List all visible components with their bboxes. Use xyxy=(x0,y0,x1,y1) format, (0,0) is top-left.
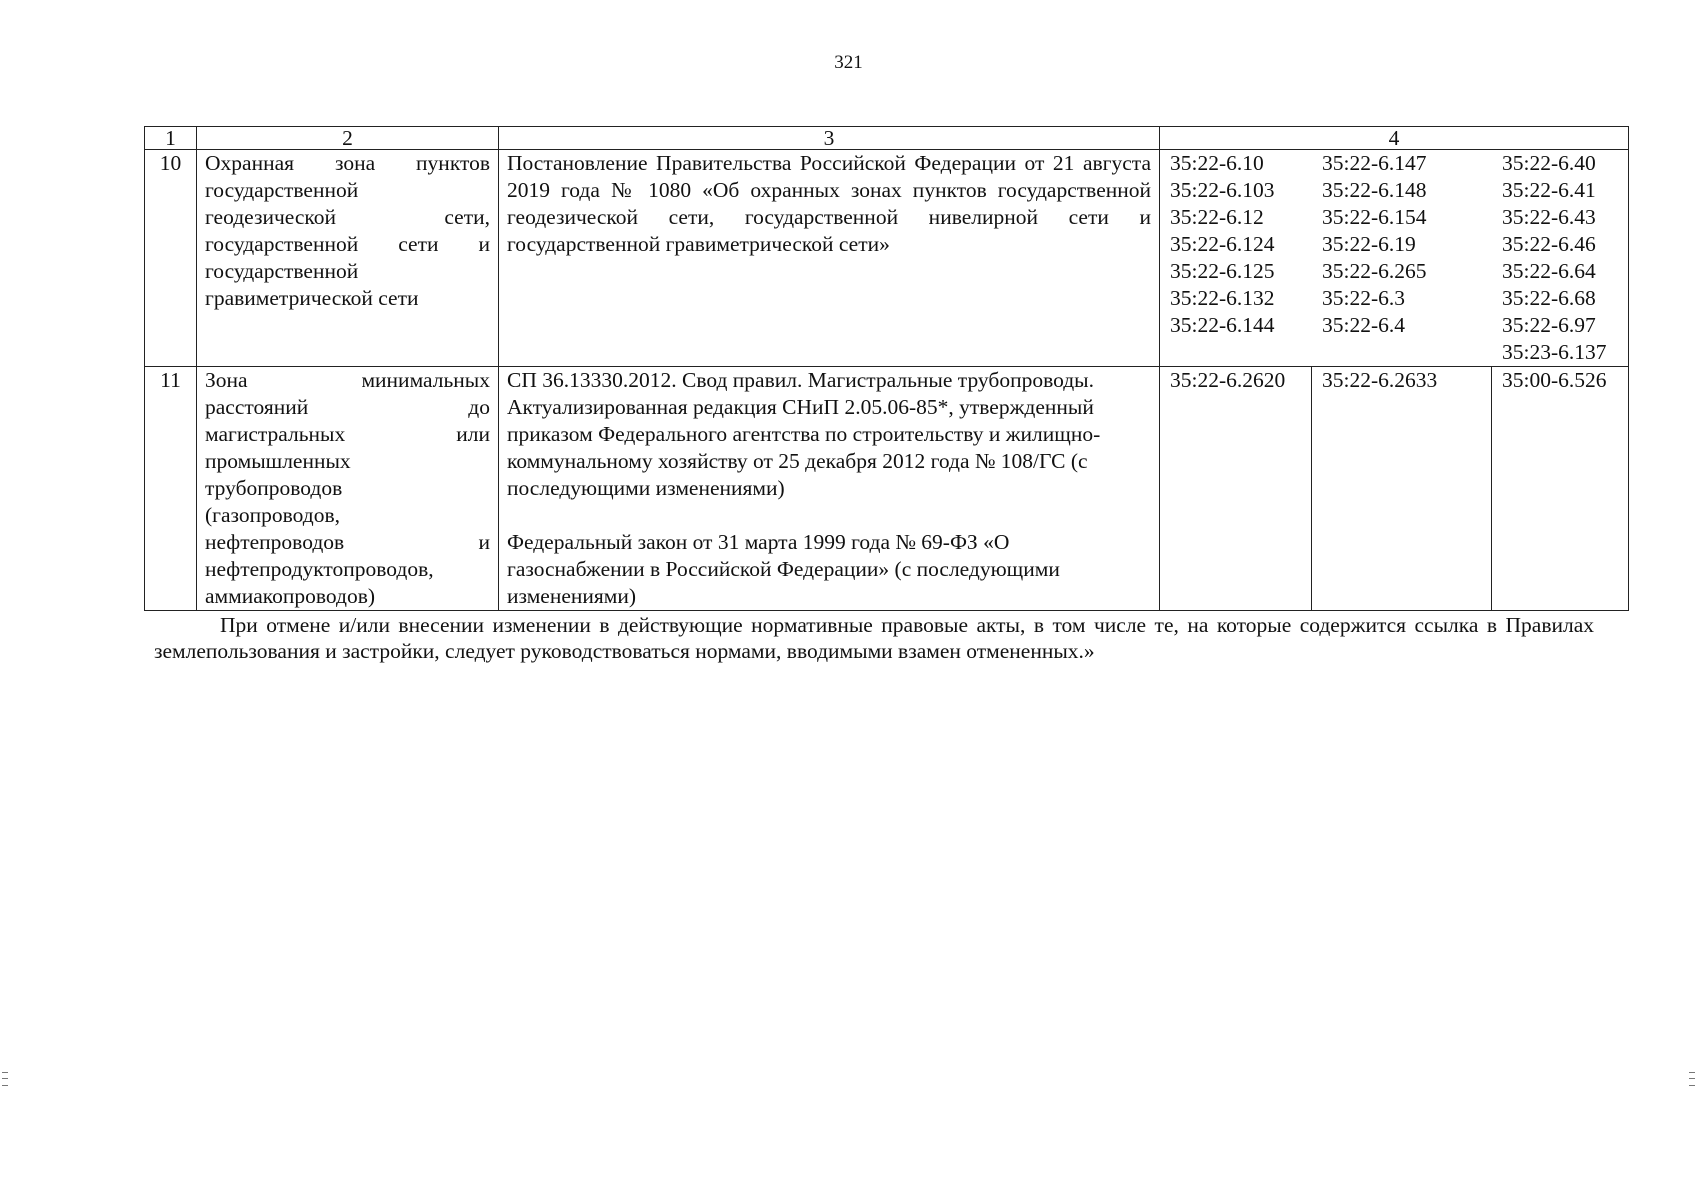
registry-code: 35:22-6.64 xyxy=(1502,259,1596,283)
zone-name-line: аммиакопроводов) xyxy=(205,584,376,608)
zone-name-line: трубопроводов xyxy=(205,476,343,500)
registry-code: 35:22-6.41 xyxy=(1502,178,1596,202)
zone-name-cell xyxy=(197,150,499,367)
zone-name-line: геодезической сети, xyxy=(205,205,490,229)
legal-basis-cell xyxy=(499,150,1160,367)
registry-code: 35:22-6.10 xyxy=(1170,151,1264,175)
zone-name-line: промышленных xyxy=(205,449,351,473)
legal-act-text: Постановление Правительства Российской Федерации от 21 августа 2019 года № 1080 «Об охранных зонах пунктов государственной геодезической сети, государственной нивелирной сети и государственной гравиметрической сети» xyxy=(507,151,1151,256)
registry-code: 35:22-6.40 xyxy=(1502,151,1596,175)
legal-act-text: Федеральный закон от 31 марта 1999 года № 69-ФЗ «О газоснабжении в Российской Федерации» (с последующими изменениями) xyxy=(507,530,1060,608)
header-cell-4: 4 xyxy=(1160,127,1629,150)
codes-column-1 xyxy=(1170,150,1322,366)
zone-name-line: магистральных или xyxy=(205,422,490,446)
margin-mark xyxy=(1689,1072,1695,1086)
registry-code: 35:22-6.154 xyxy=(1322,205,1427,229)
header-cell-3: 3 xyxy=(499,127,1160,150)
registry-code: 35:22-6.103 xyxy=(1170,178,1275,202)
row-number: 11 xyxy=(145,367,197,611)
zone-name-line: Зона минимальных xyxy=(205,368,490,392)
zone-name-line: государственной сети и xyxy=(205,232,490,256)
registry-code: 35:22-6.46 xyxy=(1502,232,1596,256)
codes-column-2 xyxy=(1322,150,1502,366)
margin-mark xyxy=(2,1072,8,1086)
row-number: 10 xyxy=(145,150,197,367)
registry-code: 35:22-6.12 xyxy=(1170,205,1264,229)
table-row xyxy=(145,367,1629,611)
registry-code: 35:22-6.132 xyxy=(1170,286,1275,310)
zone-name-line: государственной xyxy=(205,259,359,283)
zone-name-line: государственной xyxy=(205,178,359,202)
zone-name-line: нефтепродуктопроводов, xyxy=(205,557,434,581)
registry-code: 35:22-6.97 xyxy=(1502,313,1596,337)
header-cell-1: 1 xyxy=(145,127,197,150)
registry-code: 35:22-6.3 xyxy=(1322,286,1406,310)
legal-basis-cell xyxy=(499,367,1160,611)
registry-codes-cell xyxy=(1160,150,1629,367)
registry-code: 35:22-6.68 xyxy=(1502,286,1596,310)
header-cell-2: 2 xyxy=(197,127,499,150)
registry-code: 35:22-6.124 xyxy=(1170,232,1275,256)
zone-name-line: нефтепроводов и xyxy=(205,530,490,554)
registry-code: 35:22-6.2620 xyxy=(1160,367,1312,611)
zone-name-line: Охранная зона пунктов xyxy=(205,151,490,175)
table-header-row xyxy=(145,127,1629,150)
registry-code: 35:22-6.265 xyxy=(1322,259,1427,283)
registry-code: 35:22-6.148 xyxy=(1322,178,1427,202)
registry-code: 35:22-6.4 xyxy=(1322,313,1406,337)
table-row xyxy=(145,150,1629,367)
zones-table xyxy=(144,126,1629,611)
zone-name-line: расстояний до xyxy=(205,395,490,419)
zone-name-line: (газопроводов, xyxy=(205,503,340,527)
registry-code: 35:22-6.43 xyxy=(1502,205,1596,229)
registry-code: 35:22-6.19 xyxy=(1322,232,1416,256)
registry-code: 35:22-6.147 xyxy=(1322,151,1427,175)
codes-column-3 xyxy=(1502,150,1622,366)
legal-act-text: СП 36.13330.2012. Свод правил. Магистральные трубопроводы. Актуализированная редакция СНиП 2.05.06-85*, утвержденный приказом Федерального агентства по строительству и жилищно-коммунальному хозяйству от 25 декабря 2012 года № 108/ГС (с последующими изменениями) xyxy=(507,368,1101,500)
registry-code: 35:22-6.2633 xyxy=(1312,367,1492,611)
registry-code: 35:22-6.144 xyxy=(1170,313,1275,337)
footer-note: При отмене и/или внесении изменении в действующие нормативные правовые акты, в том числе те, на которые содержится ссылка в Правилах землепользования и застройки, следует руководствоваться нормами, вводимыми взамен отмененных.» xyxy=(154,613,1594,663)
zone-name-line: гравиметрической сети xyxy=(205,286,419,310)
registry-code: 35:00-6.526 xyxy=(1492,367,1629,611)
page-number: 321 xyxy=(834,52,863,73)
registry-code: 35:22-6.125 xyxy=(1170,259,1275,283)
registry-code: 35:23-6.137 xyxy=(1502,340,1607,364)
zone-name-cell xyxy=(197,367,499,611)
